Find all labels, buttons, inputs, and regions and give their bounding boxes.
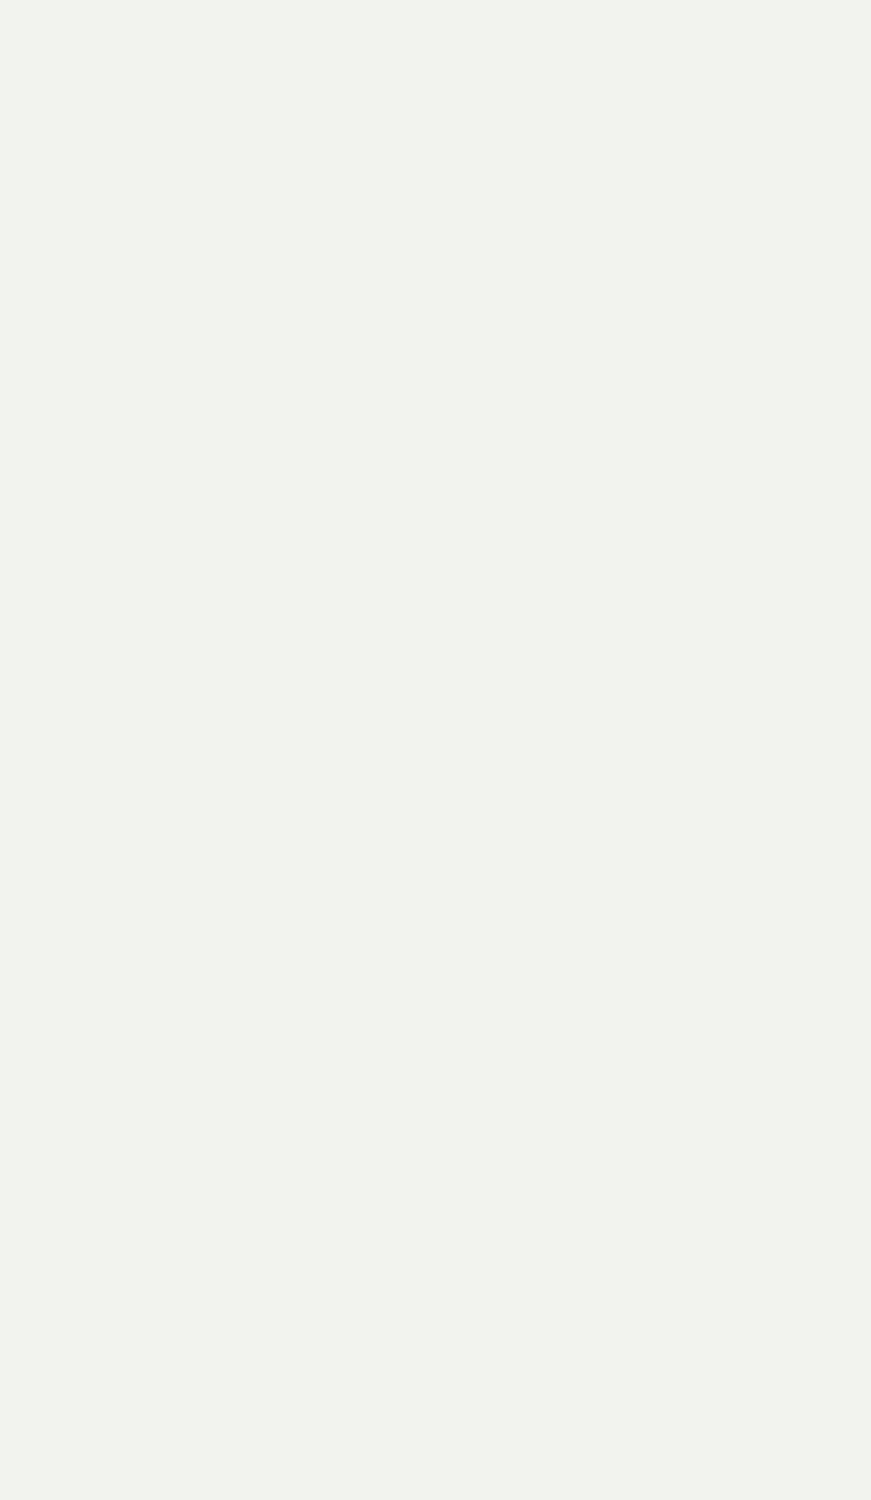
section-heading xyxy=(160,637,800,671)
